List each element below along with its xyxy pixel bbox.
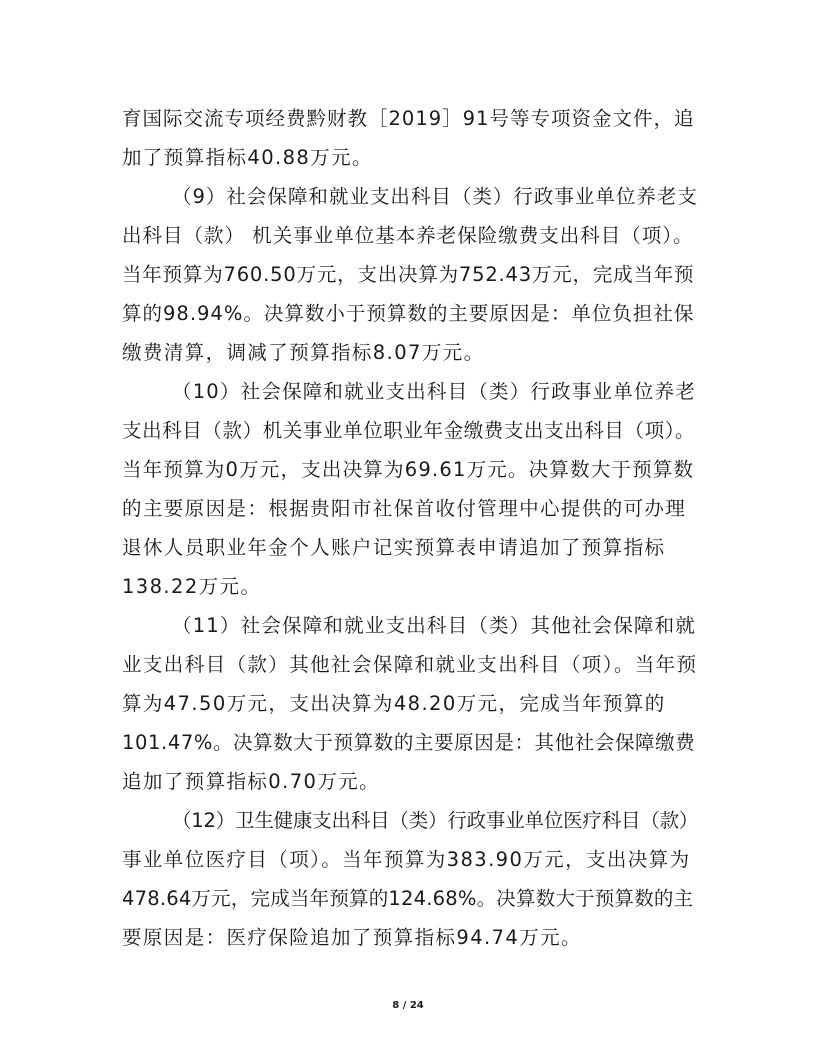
text-line: 育国际交流专项经费黔财教［2019］91号等专项资金文件，追	[122, 107, 695, 130]
text-line: （10）社会保障和就业支出科目（类）行政事业单位养老	[172, 380, 697, 403]
text-line: 当年预算为0万元，支出决算为69.61万元。决算数大于预算数	[122, 458, 695, 481]
text-line: （11）社会保障和就业支出科目（类）其他社会保障和就	[172, 614, 697, 637]
page-number: 8 / 24	[392, 1000, 424, 1011]
text-line: 478.64万元，完成当年预算的124.68%。决算数大于预算数的主	[122, 887, 694, 910]
text-line: 要原因是：医疗保险追加了预算指标94.74万元。	[122, 926, 582, 949]
text-line: 当年预算为760.50万元，支出决算为752.43万元，完成当年预	[122, 263, 695, 286]
text-line: 业支出科目（款）其他社会保障和就业支出科目（项）。当年预	[122, 653, 698, 676]
text-line: 事业单位医疗目（项）。当年预算为383.90万元，支出决算为	[122, 848, 691, 871]
text-line: 加了预算指标40.88万元。	[122, 146, 373, 169]
text-line: 追加了预算指标0.70万元。	[122, 770, 381, 793]
text-line: 算的98.94%。决算数小于预算数的主要原因是：单位负担社保	[122, 302, 695, 325]
text-line: 算为47.50万元，支出决算为48.20万元，完成当年预算的	[122, 692, 666, 715]
text-line: （12）卫生健康支出科目（类）行政事业单位医疗科目（款）	[172, 809, 699, 832]
text-line: 支出科目（款）机关事业单位职业年金缴费支出支出科目（项）。	[122, 419, 696, 442]
text-line: （9）社会保障和就业支出科目（类）行政事业单位养老支	[172, 185, 698, 208]
text-line: 缴费清算，调减了预算指标8.07万元。	[122, 341, 485, 364]
text-line: 的主要原因是：根据贵阳市社保首收付管理中心提供的可办理	[122, 497, 687, 520]
text-line: 101.47%。决算数大于预算数的主要原因是：其他社会保障缴费	[122, 731, 696, 754]
text-line: 退休人员职业年金个人账户记实预算表申请追加了预算指标	[122, 536, 666, 559]
text-line: 出科目（款） 机关事业单位基本养老保险缴费支出科目（项）。	[122, 224, 694, 247]
text-line: 138.22万元。	[122, 575, 262, 598]
